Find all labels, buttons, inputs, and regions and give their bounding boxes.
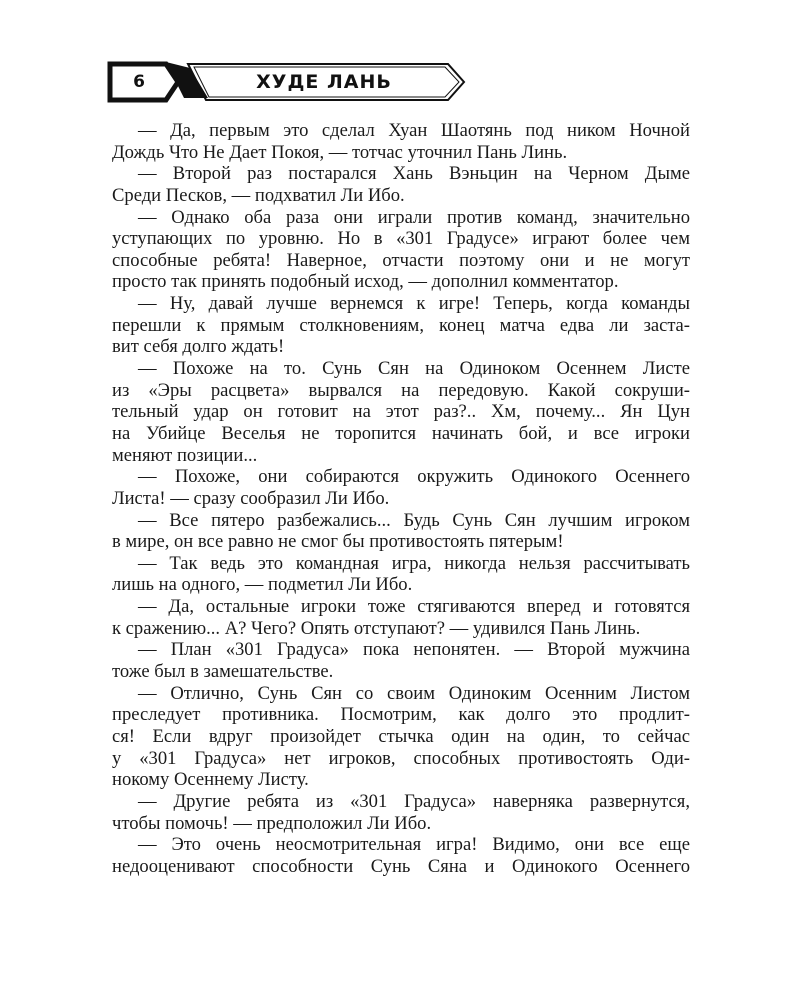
running-title: ХУДЕ ЛАНЬ [256, 71, 392, 93]
text-line: чтобы помочь! — предположил Ли Ибо. [112, 812, 432, 834]
text-line: вит себя долго ждать! [112, 336, 285, 358]
text-line: Дождь Что Не Дает Покоя, — тотчас уточнил Пань Линь. [112, 141, 568, 163]
text-line: — Так ведь это командная игра, никогда нельзя рассчитывать [138, 552, 690, 574]
paragraph [112, 510, 690, 553]
running-header [104, 58, 474, 106]
text-line: — Второй раз постарался Хань Вэньцин на Черном Дыме [138, 163, 690, 185]
paragraph [112, 466, 690, 509]
text-line: — Ну, давай лучше вернемся к игре! Теперь, когда команды [138, 293, 690, 315]
text-line: — Похоже, они собираются окружить Одинокого Осеннего [138, 466, 690, 488]
text-line: — Отлично, Сунь Сян со своим Одиноким Осенним Листом [138, 682, 690, 704]
text-line: преследует противника. Посмотрим, как долго это продлит- [112, 704, 690, 726]
text-line: нокому Осеннему Листу. [112, 769, 309, 791]
paragraph [112, 293, 690, 358]
paragraph [112, 596, 690, 639]
text-line: перешли к прямым столкновениям, конец матча едва ли застa- [112, 314, 690, 336]
paragraph [112, 358, 690, 466]
text-line: Листа! — сразу сообразил Ли Ибо. [112, 487, 390, 509]
paragraph [112, 207, 690, 294]
paragraph [112, 791, 690, 834]
text-line: — План «301 Градуса» пока непонятен. — Второй мужчина [138, 639, 690, 661]
text-line: способные ребята! Наверное, отчасти поэтому они и не могут [112, 249, 690, 271]
text-line: тоже был в замешательстве. [112, 661, 334, 683]
text-line: уступающих по уровню. Но в «301 Градусе» играют более чем [112, 228, 690, 250]
text-line: ся! Если вдруг произойдет стычка один на один, то сейчас [112, 725, 690, 747]
paragraph [112, 834, 690, 877]
text-line: Среди Песков, — подхватил Ли Ибо. [112, 184, 405, 206]
paragraph [112, 163, 690, 206]
text-line: к сражению... А? Чего? Опять отступают? — удивился Пань Линь. [112, 617, 641, 639]
text-line: недооценивают способности Сунь Сяна и Одинокого Осеннего [112, 855, 690, 877]
text-line: в мире, он все равно не смог бы противостоять пятерым! [112, 531, 564, 553]
paragraph [112, 553, 690, 596]
text-line: просто так принять подобный исход, — дополнил комментатор. [112, 271, 619, 293]
text-line: — Да, первым это сделал Хуан Шаотянь под ником Ночной [138, 120, 690, 141]
text-line: лишь на одного, — подметил Ли Ибо. [112, 574, 413, 596]
text-line: тельный удар он готовит на этот раз?.. Хм, почему... Ян Цун [112, 401, 690, 423]
paragraph [112, 120, 690, 163]
text-line: — Похоже на то. Сунь Сян на Одиноком Осеннем Листе [138, 358, 690, 380]
paragraph [112, 639, 690, 682]
text-line: — Другие ребята из «301 Градуса» наверняка развернутся, [138, 790, 690, 812]
text-line: на Убийце Веселья не торопится начинать бой, и все игроки [112, 422, 690, 444]
text-line: — Все пятеро разбежались... Будь Сунь Сян лучшим игроком [138, 509, 690, 531]
text-line: — Однако оба раза они играли против команд, значительно [138, 206, 690, 228]
text-line: — Да, остальные игроки тоже стягиваются вперед и готовятся [138, 596, 690, 618]
text-line: меняют позиции... [112, 444, 258, 466]
text-line: из «Эры расцвета» вырвался на передовую. Какой сокруши- [112, 379, 690, 401]
body-text [112, 120, 690, 877]
text-line: — Это очень неосмотрительная игра! Видимо, они все еще [138, 834, 690, 856]
paragraph [112, 683, 690, 791]
page-number: 6 [133, 72, 145, 92]
text-line: у «301 Градуса» нет игроков, способных противостоять Оди- [112, 747, 690, 769]
